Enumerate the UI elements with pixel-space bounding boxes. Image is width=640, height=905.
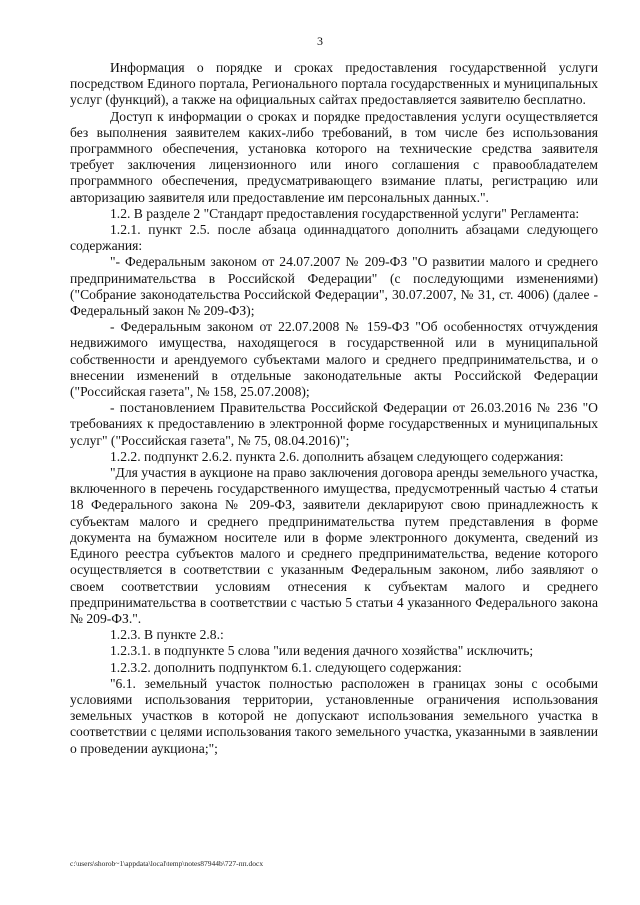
- paragraph-1-2-3-2: 1.2.3.2. дополнить подпунктом 6.1. следующего содержания:: [110, 659, 462, 675]
- paragraph-access-info: Доступ к информации о сроках и порядке предоставления услуги осуществляется без выполнения заявителем каких-либо требований, в том числе без использования программного обеспечения, установка которого на технические средства заявителя требует заключения лицензионного или иного соглашения с правообладателем программного обеспечения, предусматривающего взимание платы, регистрацию или авторизацию заявителя или предоставление им персональных данных.".: [70, 108, 598, 205]
- paragraph-6-1: "6.1. земельный участок полностью расположен в границах зоны с особыми условиями использования территории, установленные ограничения использования земельных участков в которой не допускают использования земельного участка в соответствии с целями использования такого земельного участка, указанными в заявлении о проведении аукциона;";: [70, 675, 598, 756]
- paragraph-law-159: - Федеральным законом от 22.07.2008 № 159-ФЗ "Об особенностях отчуждения недвижимого имущества, находящегося в государственной или в муниципальной собственности и арендуемого субъектами малого и среднего предпринимательства, и о внесении изменений в отдельные законодательные акты Российской Федерации ("Российская газета", № 158, 25.07.2008);: [70, 319, 598, 400]
- paragraph-1-2-3-1: 1.2.3.1. в подпункте 5 слова "или ведения дачного хозяйства" исключить;: [110, 643, 534, 659]
- paragraph-1-2-2: 1.2.2. подпункт 2.6.2. пункта 2.6. дополнить абзацем следующего содержания:: [110, 448, 564, 464]
- paragraph-resolution-236: - постановлением Правительства Российской Федерации от 26.03.2016 № 236 "О требованиях к предоставлению в электронной форме государственных и муниципальных услуг" ("Российская газета", № 75, 08.04.2016)";: [70, 400, 598, 448]
- paragraph-auction-participation: "Для участия в аукционе на право заключения договора аренды земельного участка, включенного в перечень государственного имущества, предусмотренный частью 4 статьи 18 Федерального закона № 209-ФЗ, заявители декларируют свою принадлежность к субъектам малого и среднего предпринимательства путем представления в форме документа на бумажном носителе или в форме электронного документа, сведений из Единого реестра субъектов малого и среднего предпринимательства, ведение которого осуществляется в соответствии с указанным Федеральным законом, либо заявляют о своем соответствии условиям отнесения к субъектам малого и среднего предпринимательства в соответствии с частью 5 статьи 4 указанного Федерального закона № 209-ФЗ.".: [70, 465, 598, 626]
- page-number: 3: [317, 34, 323, 48]
- paragraph-1-2: 1.2. В разделе 2 "Стандарт предоставления государственной услуги" Регламента:: [110, 205, 580, 221]
- file-path-footer: c:\users\shorob~1\appdata\local\temp\notes87944b\727-пп.docx: [70, 859, 264, 868]
- paragraph-1-2-3: 1.2.3. В пункте 2.8.:: [110, 627, 224, 643]
- paragraph-info-free: Информация о порядке и сроках предоставления государственной услуги посредством Единого портала, Регионального портала государственных и муниципальных услуг (функций), а также на официальных сайтах предоставляется заявителю бесплатно.: [70, 60, 598, 108]
- paragraph-1-2-1: 1.2.1. пункт 2.5. после абзаца одиннадцатого дополнить абзацами следующего содержания:: [70, 222, 598, 254]
- paragraph-law-209: "- Федеральным законом от 24.07.2007 № 209-ФЗ "О развитии малого и среднего предпринимательства в Российской Федерации" (с последующими изменениями) ("Собрание законодательства Российской Федерации", 30.07.2007, № 31, ст. 4006) (далее - Федеральный закон № 209-ФЗ);: [70, 254, 598, 319]
- document-body: [70, 60, 598, 757]
